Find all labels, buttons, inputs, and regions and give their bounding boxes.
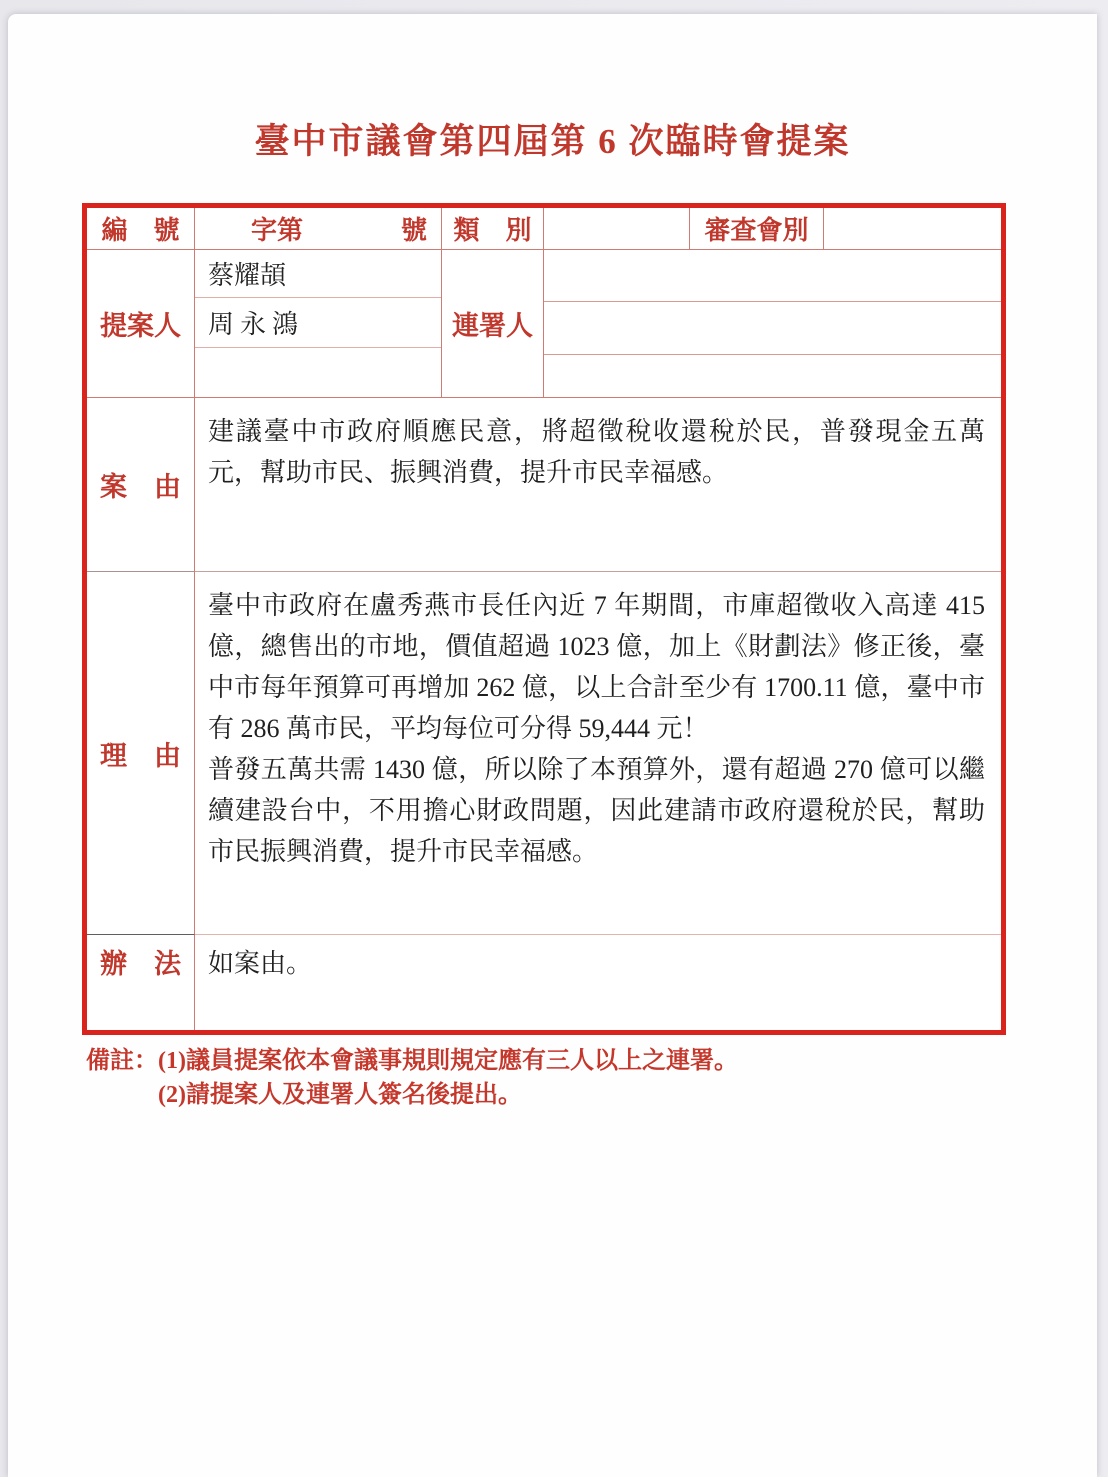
doc-no-prefix-label: 字第 — [251, 216, 304, 245]
note-item: (1)議員提案依本會議事規則規定應有三人以上之連署。 — [158, 1048, 738, 1074]
reason-paragraph: 普發五萬共需 1430 億，所以除了本預算外，還有超過 270 億可以繼續建設台中，不用擔心財政問題，因此建請市政府還稅於民，幫助市民振興消費，提升市民幸福感。 — [208, 755, 985, 866]
subject-text: 建議臺中市政府順應民意，將超徵稅收還稅於民，普發現金五萬元，幫助市民、振興消費，提升市民幸福感。 — [195, 398, 1001, 572]
field-label-subject: 案 由 — [87, 398, 195, 572]
note-item: (2)請提案人及連署人簽名後提出。 — [158, 1082, 522, 1108]
reason-text-cell — [195, 572, 1001, 935]
doc-number-cell — [195, 208, 442, 250]
field-label-proposer: 提案人 — [87, 250, 195, 398]
proposer-name-row: 蔡耀頡 — [195, 250, 441, 298]
field-label-review-committee: 審查會別 — [690, 208, 824, 250]
page-title: 臺中市議會第四屆第 6 次臨時會提案 — [254, 122, 851, 161]
method-text: 如案由。 — [208, 949, 313, 978]
proposer-names-cell — [195, 250, 442, 398]
proposer-name-row — [195, 348, 441, 397]
category-value-cell — [544, 208, 690, 250]
proposer-name-row: 周永鴻 — [195, 298, 441, 348]
reason-paragraph: 臺中市政府在盧秀燕市長任內近 7 年期間，市庫超徵收入高達 415 億，總售出的市地，價值超過 1023 億，加上《財劃法》修正後，臺中市每年預算可再增加 262 億，以上合計至少有 1700.11 億，臺中市有 286 萬市民，平均每位可分得 59,444 元！ — [208, 591, 985, 743]
review-committee-value-cell — [824, 208, 1001, 250]
field-label-cosigner: 連署人 — [442, 250, 544, 398]
notes-prefix: 備註： — [86, 1048, 158, 1074]
document-page — [8, 14, 1097, 1477]
signature-line-row — [544, 355, 1001, 397]
field-label-id: 編 號 — [87, 208, 195, 250]
field-label-method: 辦 法 — [87, 935, 195, 1030]
proposal-form-table — [82, 203, 1006, 1035]
field-label-reason: 理 由 — [87, 572, 195, 935]
field-label-category: 類 別 — [442, 208, 544, 250]
doc-no-suffix-label: 號 — [400, 216, 427, 245]
signature-line-row — [544, 250, 1001, 302]
footer-notes — [86, 1044, 738, 1112]
signature-line-row — [544, 302, 1001, 355]
cosigner-signature-area — [544, 250, 1001, 398]
